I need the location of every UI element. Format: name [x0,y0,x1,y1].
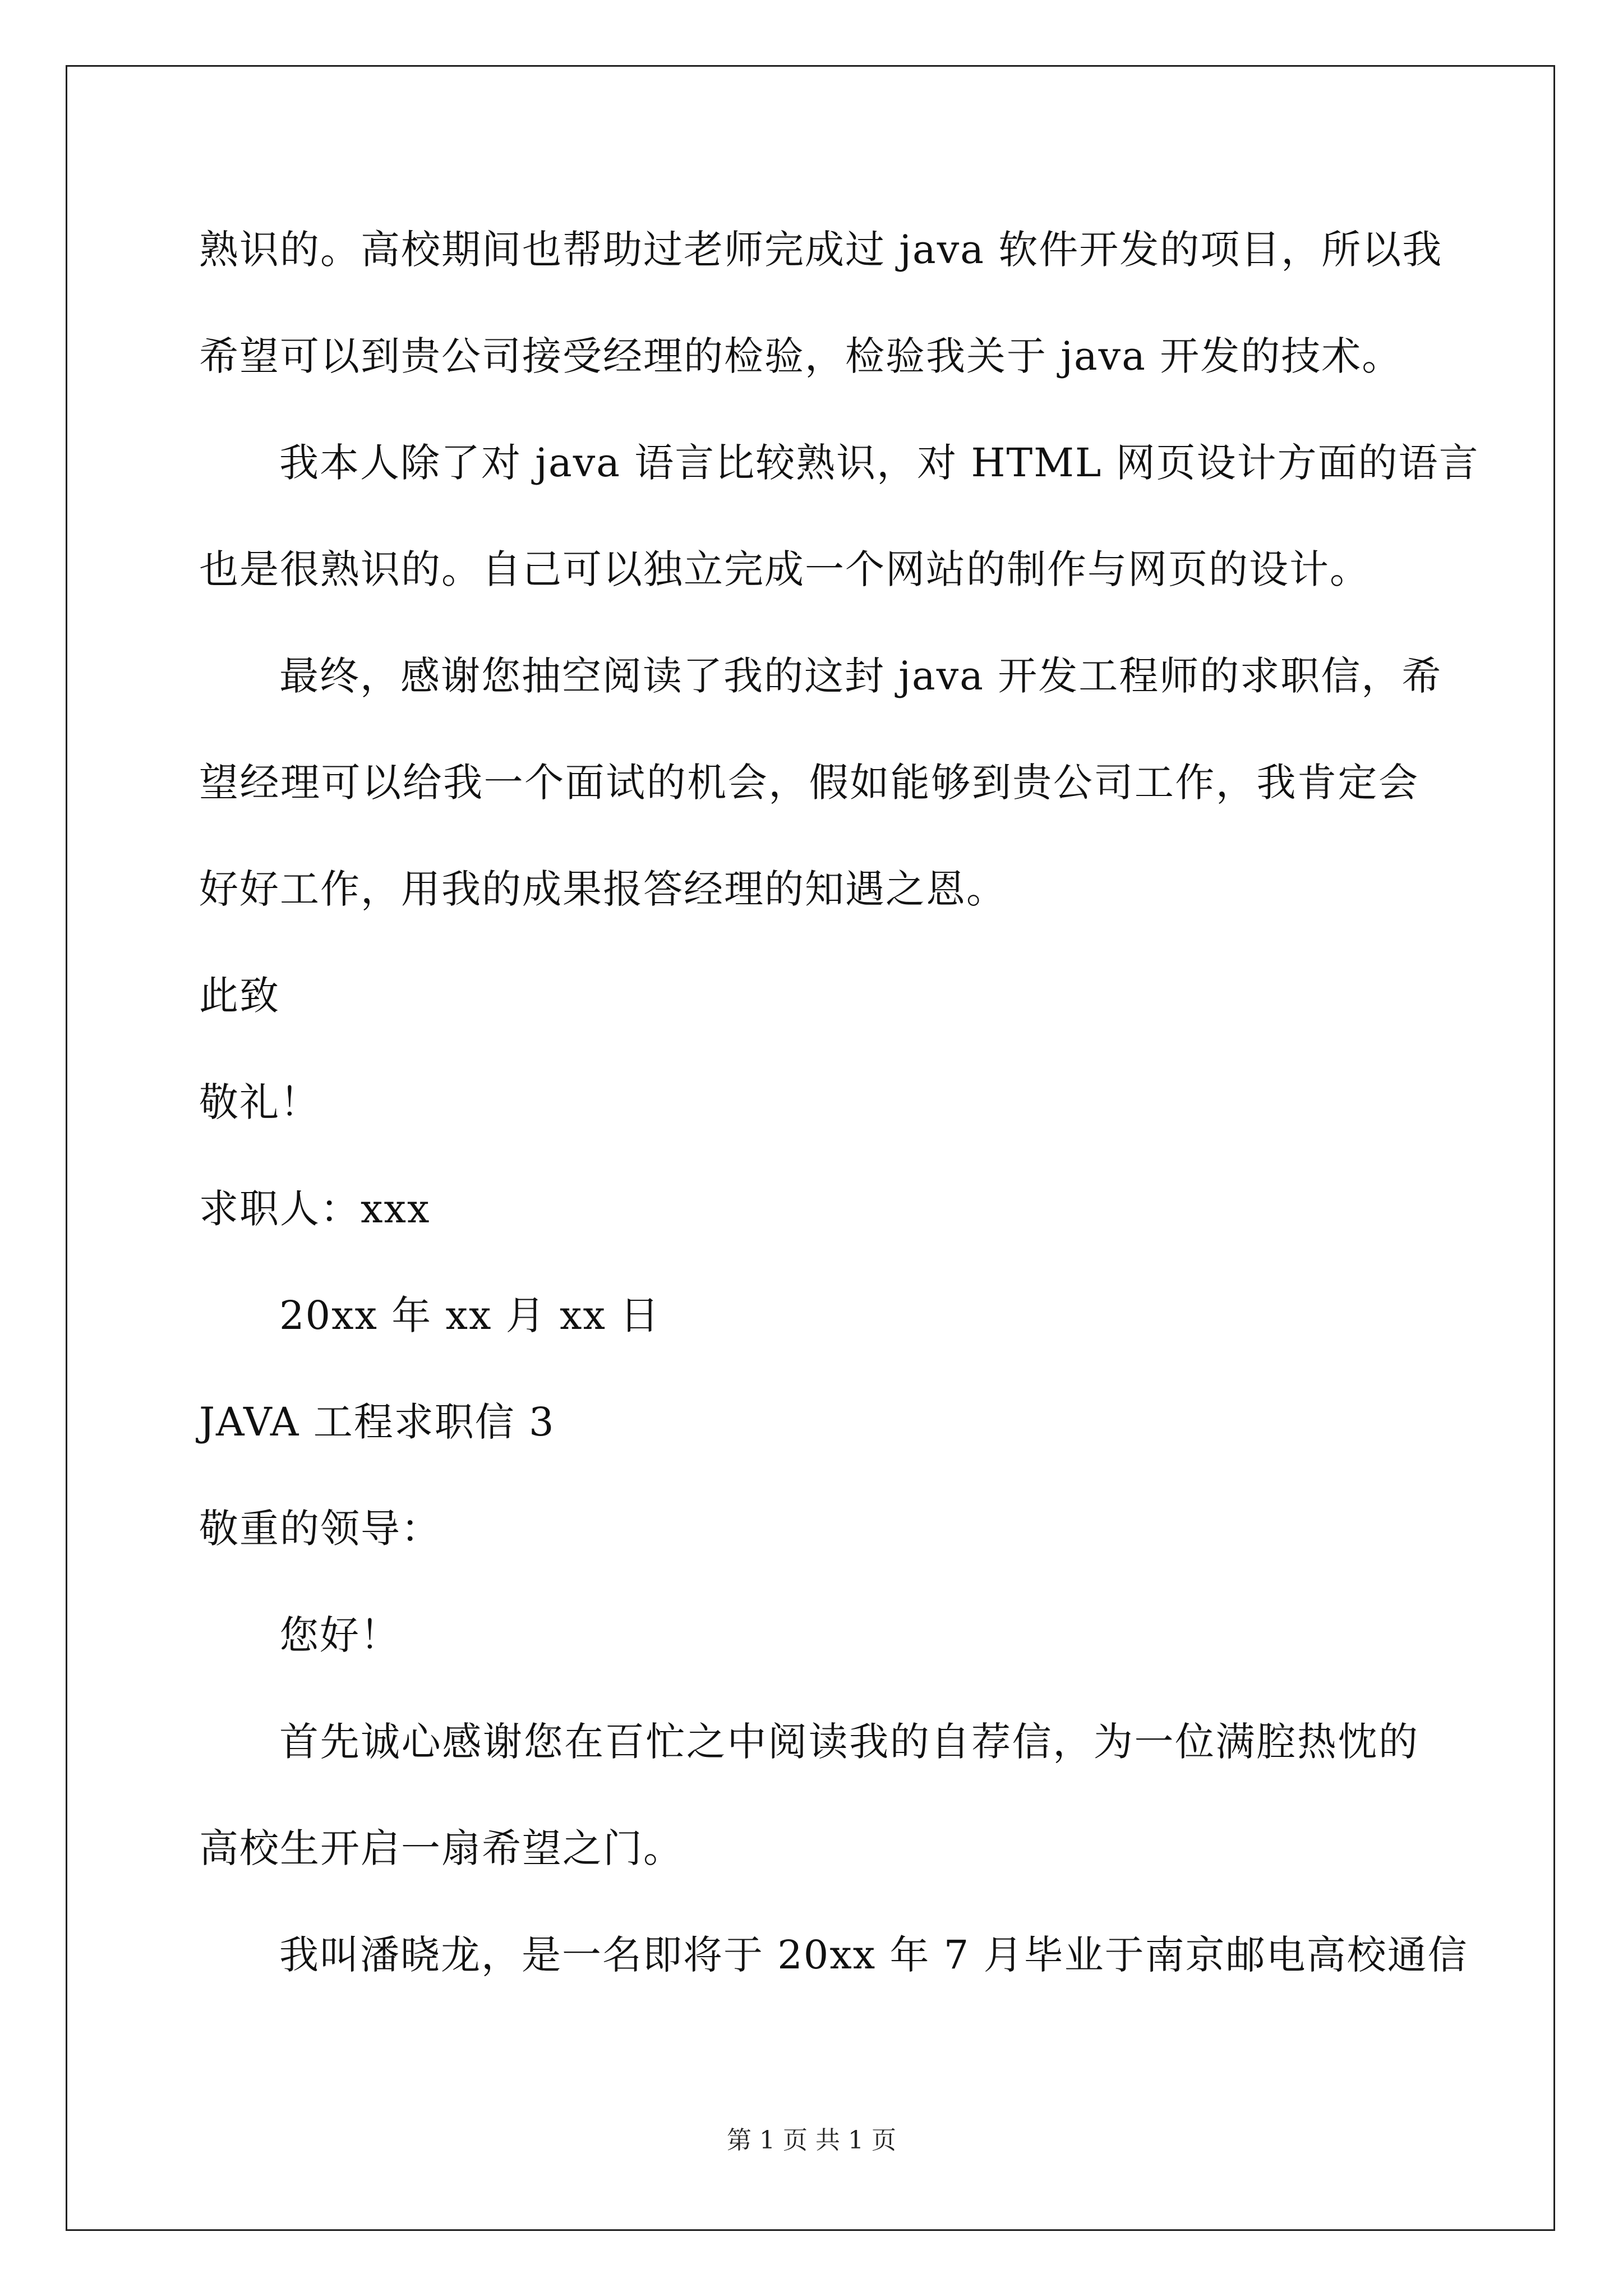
section-heading: JAVA 工程求职信 3 [199,1399,555,1445]
closing-regards: 敬礼！ [199,1079,320,1125]
closing-salutation: 此致 [199,973,280,1019]
body-line: 好好工作，用我的成果报答经理的知遇之恩。 [199,866,1007,912]
body-line: 望经理可以给我一个面试的机会，假如能够到贵公司工作，我肯定会 [199,760,1419,806]
body-line: 我本人除了对 java 语言比较熟识，对 HTML 网页设计方面的语言 [279,440,1479,486]
letter-date: 20xx 年 xx 月 xx 日 [279,1292,661,1338]
body-line: 首先诚心感谢您在百忙之中阅读我的自荐信，为一位满腔热忱的 [279,1719,1419,1765]
body-line: 也是很熟识的。自己可以独立完成一个网站的制作与网页的设计。 [199,546,1370,592]
body-line: 最终，感谢您抽空阅读了我的这封 java 开发工程师的求职信，希 [279,653,1442,699]
letter-greeting: 敬重的领导： [199,1506,441,1552]
page-border [66,65,1555,2231]
body-line: 熟识的。高校期间也帮助过老师完成过 java 软件开发的项目，所以我 [199,227,1443,273]
letter-hello: 您好！ [279,1612,400,1658]
body-line: 我叫潘晓龙，是一名即将于 20xx 年 7 月毕业于南京邮电高校通信 [279,1932,1468,1978]
body-line: 希望可以到贵公司接受经理的检验，检验我关于 java 开发的技术。 [199,333,1403,379]
applicant-signature: 求职人：xxx [199,1186,431,1232]
page-footer: 第 1 页 共 1 页 [727,2126,896,2155]
body-line: 高校生开启一扇希望之门。 [199,1825,684,1871]
